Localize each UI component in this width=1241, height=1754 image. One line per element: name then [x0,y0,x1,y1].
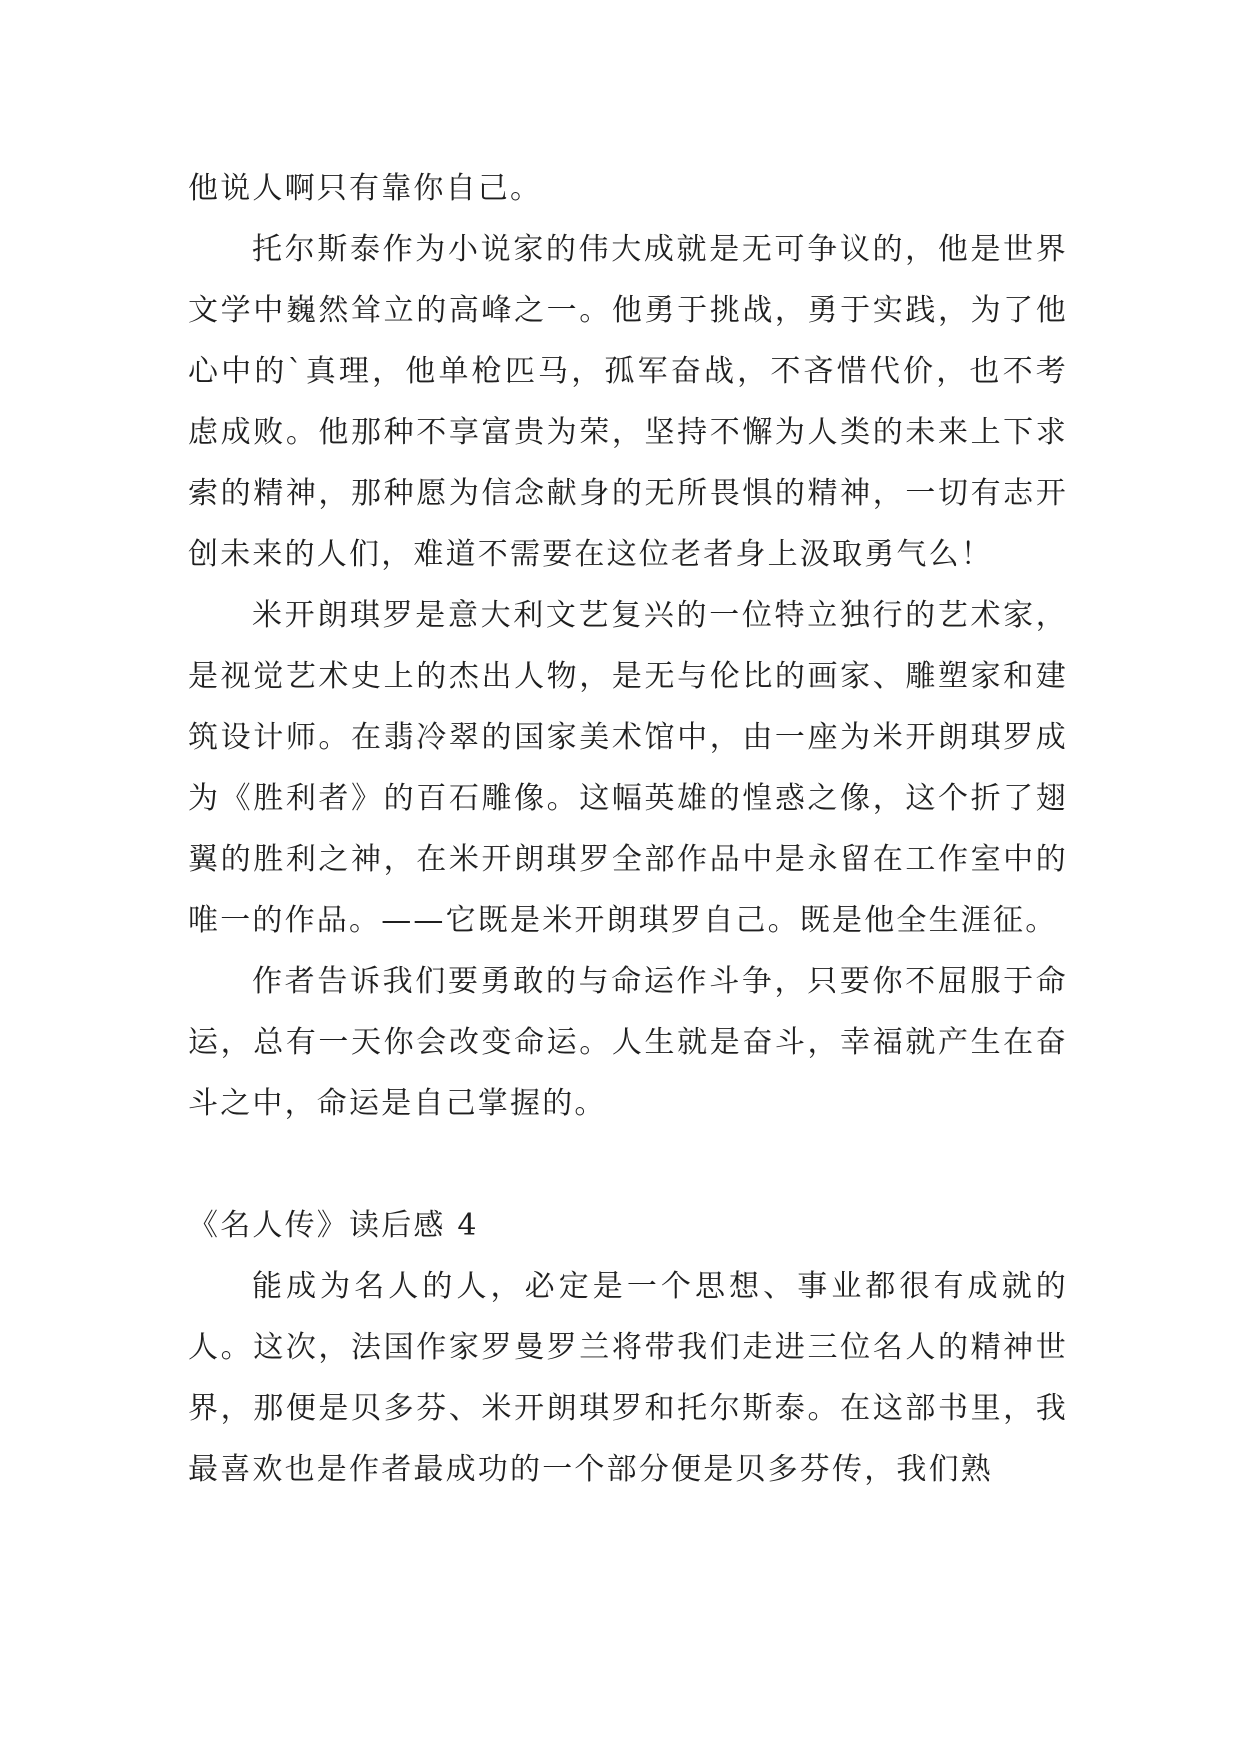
paragraph-tolstoy: 托尔斯泰作为小说家的伟大成就是无可争议的，他是世界文学中巍然耸立的高峰之一。他勇于挑战，勇于实践，为了他心中的`真理，他单枪匹马，孤军奋战，不吝惜代价，也不考虑成败。他那种不享富贵为荣，坚持不懈为人类的未来上下求索的精神，那种愿为信念献身的无所畏惧的精神，一切有志开创未来的人们，难道不需要在这位老者身上汲取勇气么！ [188,232,1068,572]
paragraph-intro: 能成为名人的人，必定是一个思想、事业都很有成就的人。这次，法国作家罗曼罗兰将带我们走进三位名人的精神世界，那便是贝多芬、米开朗琪罗和托尔斯泰。在这部书里，我最喜欢也是作者最成功的一个部分便是贝多芬传，我们熟 [188,1269,1068,1487]
paragraph-continuation: 他说人啊只有靠你自己。 [188,171,543,206]
paragraph-fate: 作者告诉我们要勇敢的与命运作斗争，只要你不屈服于命运，总有一天你会改变命运。人生就是奋斗，幸福就产生在奋斗之中，命运是自己掌握的。 [188,964,1068,1121]
section-heading: 《名人传》读后感 4 [188,1208,479,1243]
document-body [188,158,1068,1500]
paragraph-michelangelo: 米开朗琪罗是意大利文艺复兴的一位特立独行的艺术家，是视觉艺术史上的杰出人物，是无与伦比的画家、雕塑家和建筑设计师。在翡冷翠的国家美术馆中，由一座为米开朗琪罗成为《胜利者》的百石雕像。这幅英雄的惶惑之像，这个折了翅翼的胜利之神，在米开朗琪罗全部作品中是永留在工作室中的唯一的作品。——它既是米开朗琪罗自己。既是他全生涯征。 [188,598,1068,938]
